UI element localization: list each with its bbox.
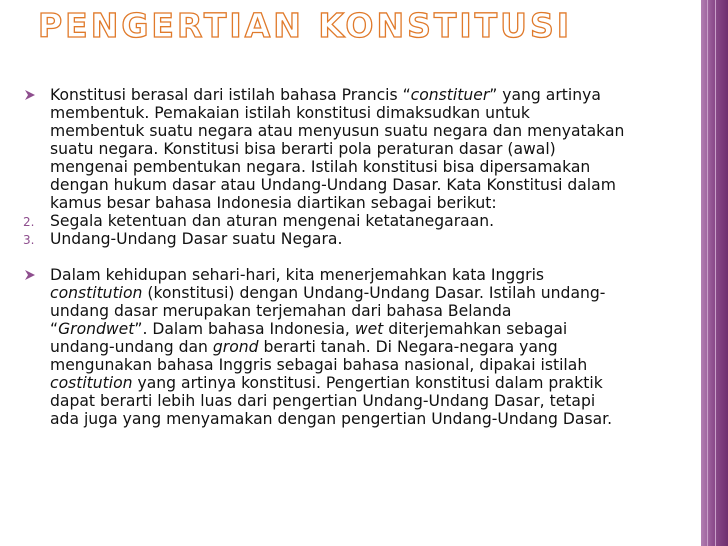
item-number-label: 3. — [23, 233, 35, 247]
text-line — [50, 158, 712, 176]
numbered-item — [22, 212, 712, 230]
text-line — [50, 230, 712, 248]
text-line — [50, 374, 712, 392]
item-text — [50, 212, 712, 230]
text-segment: mengunakan bahasa Inggris sebagai bahasa nasional, dipakai istilah — [50, 356, 588, 374]
text-line — [50, 176, 712, 194]
text-line — [50, 266, 712, 284]
text-segment: yang artinya konstitusi. Pengertian konstitusi dalam praktik — [132, 374, 603, 392]
text-segment: membentuk. Pemakaian istilah konstitusi dimaksudkan untuk — [50, 104, 530, 122]
text-line — [50, 356, 712, 374]
text-line — [50, 320, 712, 338]
text-segment: Segala ketentuan dan aturan mengenai ketatanegaraan. — [50, 212, 495, 230]
text-segment: berarti tanah. Di Negara-negara yang — [258, 338, 558, 356]
text-segment: undang dasar merupakan terjemahan dari bahasa Belanda — [50, 302, 512, 320]
italic-term: grond — [212, 338, 259, 356]
item-text — [50, 266, 712, 428]
text-line — [50, 338, 712, 356]
text-segment: (konstitusi) dengan Undang-Undang Dasar. Istilah undang- — [142, 284, 606, 302]
bullet-item — [22, 266, 712, 428]
text-segment: dapat berarti lebih luas dari pengertian Undang-Undang Dasar, tetapi — [50, 392, 596, 410]
text-segment: Dalam kehidupan sehari-hari, kita menerjemahkan kata Inggris — [50, 266, 545, 284]
band-line — [715, 0, 716, 546]
item-text — [50, 230, 712, 248]
slide-content — [22, 86, 712, 428]
text-segment: mengenai pembentukan negara. Istilah konstitusi bisa dipersamakan — [50, 158, 591, 176]
text-segment: ada juga yang menyamakan dengan pengertian Undang-Undang Dasar. — [50, 410, 613, 428]
item-number-label: 2. — [23, 215, 35, 229]
text-line — [50, 194, 712, 212]
text-segment: “ — [50, 320, 59, 338]
text-segment: ”. Dalam bahasa Indonesia, — [134, 320, 355, 338]
text-line — [50, 302, 712, 320]
bullet-item — [22, 86, 712, 212]
text-line — [50, 86, 712, 104]
text-line — [50, 410, 712, 428]
italic-term: Grondwet — [58, 320, 135, 338]
italic-term: constitution — [50, 284, 143, 302]
text-segment: kamus besar bahasa Indonesia diartikan sebagai berikut: — [50, 194, 497, 212]
text-segment: Undang-Undang Dasar suatu Negara. — [50, 230, 343, 248]
text-segment: dengan hukum dasar atau Undang-Undang Dasar. Kata Konstitusi dalam — [50, 176, 616, 194]
italic-term: costitution — [50, 374, 133, 392]
text-line — [50, 122, 712, 140]
text-line — [50, 140, 712, 158]
text-line — [50, 392, 712, 410]
text-segment: ” yang artinya — [489, 86, 601, 104]
text-line — [50, 212, 712, 230]
item-text — [50, 86, 712, 212]
text-segment: membentuk suatu negara atau menyusun suatu negara dan menyatakan — [50, 122, 625, 140]
italic-term: wet — [354, 320, 384, 338]
text-segment: Konstitusi berasal dari istilah bahasa Prancis “ — [50, 86, 411, 104]
text-segment: undang-undang dan — [50, 338, 213, 356]
slide-title: PENGERTIAN KONSTITUSI — [38, 6, 573, 45]
text-segment: suatu negara. Konstitusi bisa berarti pola peraturan dasar (awal) — [50, 140, 556, 158]
numbered-item — [22, 230, 712, 248]
text-segment: diterjemahkan sebagai — [383, 320, 568, 338]
italic-term: constituer — [410, 86, 490, 104]
text-line — [50, 104, 712, 122]
spacer — [22, 248, 712, 266]
text-line — [50, 284, 712, 302]
